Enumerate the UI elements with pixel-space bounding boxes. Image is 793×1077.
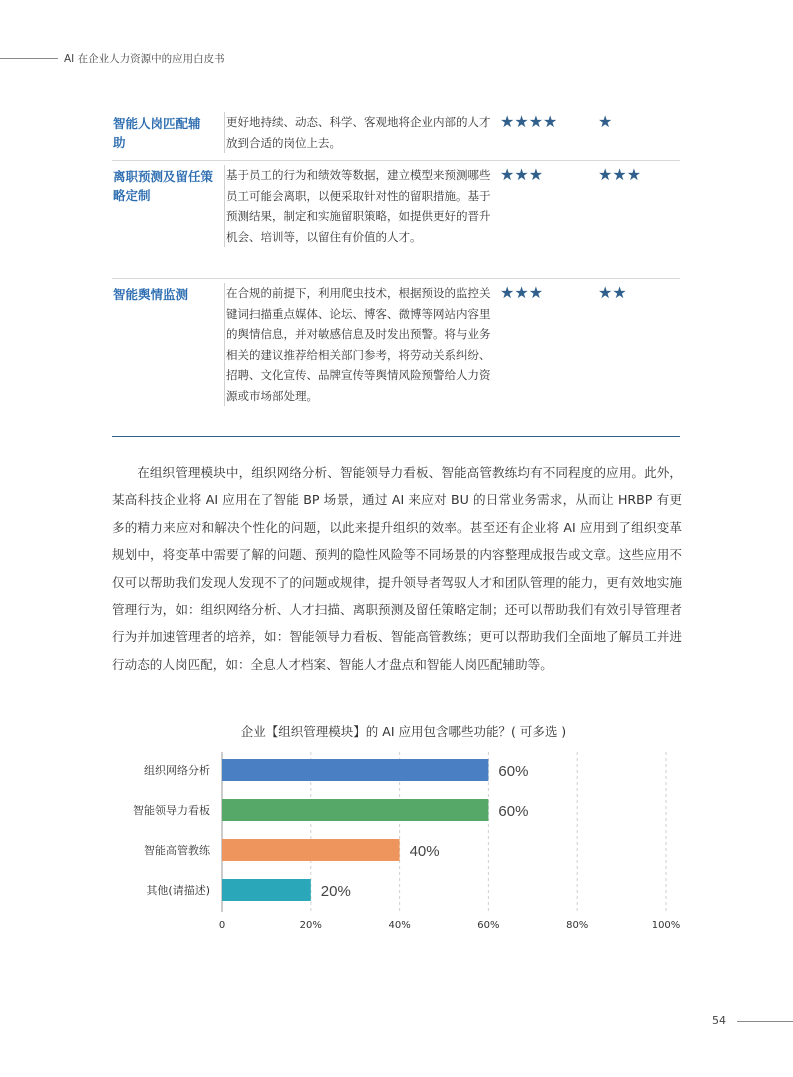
x-tick-label: 0 xyxy=(218,920,226,931)
row-rating-adoption: ★★★★ xyxy=(500,112,558,131)
footer-rule xyxy=(737,1021,793,1022)
bar xyxy=(222,839,400,861)
data-label: 60% xyxy=(498,763,529,780)
x-tick-label: 100% xyxy=(651,920,681,931)
table-row xyxy=(112,279,680,437)
table-row xyxy=(112,161,680,279)
bar xyxy=(222,759,488,781)
bar xyxy=(222,879,311,901)
bar xyxy=(222,799,488,821)
table-row xyxy=(112,108,680,161)
page-number: 54 xyxy=(712,1014,726,1027)
x-tick-label: 20% xyxy=(299,920,322,931)
category-label: 智能领导力看板 xyxy=(133,804,210,817)
x-tick-label: 40% xyxy=(388,920,411,931)
category-label: 组织网络分析 xyxy=(144,764,210,777)
header-rule xyxy=(0,58,58,59)
row-function-name: 智能舆情监测 xyxy=(113,287,189,302)
row-rating-adoption: ★★★ xyxy=(500,283,544,302)
data-label: 40% xyxy=(409,843,440,860)
body-paragraph: 在组织管理模块中，组织网络分析、智能领导力看板、智能高管教练均有不同程度的应用。此外，某高科技企业将 AI 应用在了智能 BP 场景，通过 AI 来应对 BU 的日常业务需求，从而让 HRBP 有更多的精力来应对和解决个性化的问题，以此来提升组织的效率。甚至还有企业将 AI 应用到了组织变革规划中，将变革中需要了解的问题、预判的隐性风险等不同场景的内容整理成报告或文章。这些应用不仅可以帮助我们发现人发现不了的问题或规律，提升领导者驾驭人才和团队管理的能力，更有效地实施管理行为，如：组织网络分析、人才扫描、离职预测及留任策略定制；还可以帮助我们有效引导管理者行为并加速管理者的培养，如：智能领导力看板、智能高管教练；更可以帮助我们全面地了解员工并进行动态的人岗匹配，如：全息人才档案、智能人才盘点和智能人岗匹配辅助等。 xyxy=(112,465,682,672)
data-label: 60% xyxy=(498,803,529,820)
bar-chart xyxy=(0,740,793,940)
data-label: 20% xyxy=(320,883,351,900)
row-description: 更好地持续、动态、科学、客观地将企业内部的人才放到合适的岗位上去。 xyxy=(224,112,491,153)
row-rating-adoption: ★★★ xyxy=(500,165,544,184)
row-rating-maturity: ★ xyxy=(598,112,613,131)
ai-function-table xyxy=(112,108,680,437)
x-tick-label: 60% xyxy=(477,920,500,931)
category-label: 其他(请描述) xyxy=(146,884,210,897)
row-description: 基于员工的行为和绩效等数据，建立模型来预测哪些员工可能会离职，以便采取针对性的留职措施。基于预测结果，制定和实施留职策略，如提供更好的晋升机会、培训等，以留住有价值的人才。 xyxy=(224,165,491,247)
row-function-name: 离职预测及留任策略定制 xyxy=(113,169,214,203)
row-rating-maturity: ★★★ xyxy=(598,165,642,184)
chart-title: 企业【组织管理模块】的 AI 应用包含哪些功能？( 可多选 ) xyxy=(240,724,567,739)
row-description: 在合规的前提下，利用爬虫技术，根据预设的监控关键词扫描重点媒体、论坛、博客、微博等网站内容里的舆情信息，并对敏感信息及时发出预警。将与业务相关的建议推荐给相关部门参考，将劳动关系纠纷、招聘、文化宣传、品牌宣传等舆情风险预警给人力资源或市场部处理。 xyxy=(224,283,491,406)
x-tick-label: 80% xyxy=(566,920,589,931)
category-label: 智能高管教练 xyxy=(144,844,210,857)
row-function-name: 智能人岗匹配辅助 xyxy=(113,116,201,150)
running-header-title: AI 在企业人力资源中的应用白皮书 xyxy=(64,53,225,65)
row-rating-maturity: ★★ xyxy=(598,283,627,302)
